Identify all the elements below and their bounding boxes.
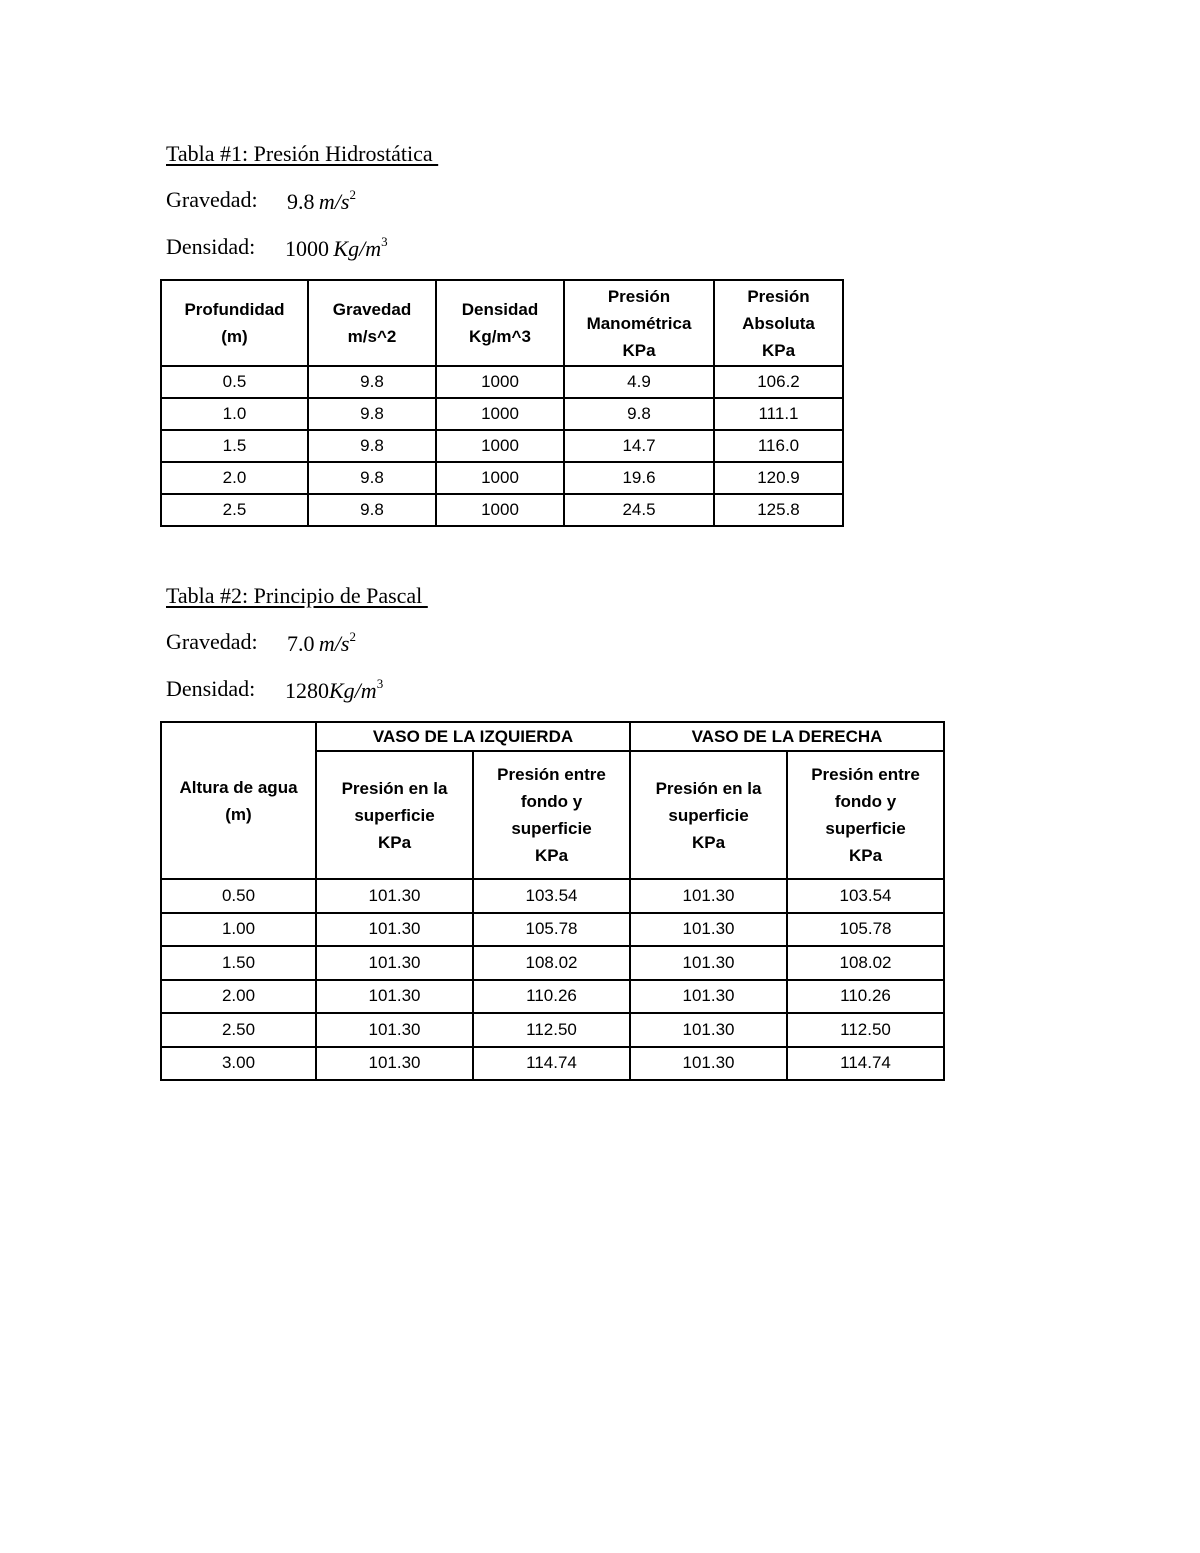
table-row <box>161 366 843 398</box>
table-row <box>161 1013 944 1047</box>
table-cell: 4.9 <box>564 366 714 398</box>
table-cell: 2.5 <box>161 494 308 526</box>
table-cell: 2.00 <box>161 980 316 1014</box>
hydrostatic-pressure-table <box>160 279 844 527</box>
table-cell: 101.30 <box>630 913 787 947</box>
table-cell: 9.8 <box>308 398 436 430</box>
table-cell: 101.30 <box>316 879 473 913</box>
table-cell: 0.5 <box>161 366 308 398</box>
table-cell: 9.8 <box>308 494 436 526</box>
table-cell: 112.50 <box>787 1013 944 1047</box>
table-cell: 3.00 <box>161 1047 316 1081</box>
header-gauge-pressure: Presión Manométrica KPa <box>564 280 714 366</box>
gravity-label: Gravedad: <box>166 187 258 212</box>
table-cell: 116.0 <box>714 430 843 462</box>
table-cell: 101.30 <box>316 1013 473 1047</box>
header-water-height: Altura de agua (m) <box>161 722 316 879</box>
header-density: Densidad Kg/m^3 <box>436 280 564 366</box>
gravity-exponent: 2 <box>349 629 356 644</box>
header-absolute-pressure: Presión Absoluta KPa <box>714 280 843 366</box>
table1-caption: Tabla #1: Presión Hidrostática <box>166 141 439 166</box>
table-cell: 9.8 <box>308 462 436 494</box>
table-row <box>161 980 944 1014</box>
table-cell: 114.74 <box>473 1047 630 1081</box>
header-depth: Profundidad (m) <box>161 280 308 366</box>
table-cell: 101.30 <box>316 946 473 980</box>
header-left-vessel: VASO DE LA IZQUIERDA <box>316 722 630 751</box>
table-row <box>161 879 944 913</box>
density-number: 1000 <box>285 236 329 261</box>
table-cell: 110.26 <box>787 980 944 1014</box>
gravity-value <box>287 629 356 657</box>
gravity-label: Gravedad: <box>166 629 258 654</box>
table-header-row <box>161 280 843 366</box>
table-cell: 9.8 <box>308 366 436 398</box>
table-row <box>161 913 944 947</box>
gravity-number: 9.8 <box>287 189 315 214</box>
table-cell: 1.00 <box>161 913 316 947</box>
density-exponent: 3 <box>381 234 388 249</box>
header-left-surface-pressure: Presión en la superficie KPa <box>316 751 473 879</box>
gravity-unit: m/s <box>318 631 350 656</box>
header-right-bottom-pressure: Presión entre fondo y superficie KPa <box>787 751 944 879</box>
table-cell: 101.30 <box>630 980 787 1014</box>
table-cell: 101.30 <box>630 946 787 980</box>
table-cell: 101.30 <box>630 1013 787 1047</box>
table-cell: 114.74 <box>787 1047 944 1081</box>
table-cell: 1000 <box>436 366 564 398</box>
header-right-vessel: VASO DE LA DERECHA <box>630 722 944 751</box>
table-row <box>161 462 843 494</box>
table-row <box>161 494 843 526</box>
density-unit: Kg/m <box>329 678 377 703</box>
table-cell: 14.7 <box>564 430 714 462</box>
table-cell: 19.6 <box>564 462 714 494</box>
table-cell: 0.50 <box>161 879 316 913</box>
pascal-principle-table <box>160 721 945 1081</box>
table-cell: 9.8 <box>308 430 436 462</box>
table-cell: 106.2 <box>714 366 843 398</box>
table-cell: 120.9 <box>714 462 843 494</box>
table-cell: 105.78 <box>473 913 630 947</box>
density-value <box>285 234 388 262</box>
table-cell: 101.30 <box>316 913 473 947</box>
table-cell: 24.5 <box>564 494 714 526</box>
density-label: Densidad: <box>166 676 256 701</box>
table-cell: 2.0 <box>161 462 308 494</box>
table-cell: 1000 <box>436 462 564 494</box>
table-cell: 101.30 <box>316 1047 473 1081</box>
group-header-row <box>161 722 944 751</box>
table2-density <box>166 676 384 703</box>
table2-gravity <box>166 629 356 656</box>
density-number: 1280 <box>285 678 329 703</box>
header-gravity: Gravedad m/s^2 <box>308 280 436 366</box>
density-unit: Kg/m <box>333 236 382 261</box>
table-cell: 105.78 <box>787 913 944 947</box>
table1-density <box>166 234 388 261</box>
table-cell: 1.5 <box>161 430 308 462</box>
table-cell: 1000 <box>436 494 564 526</box>
table-cell: 112.50 <box>473 1013 630 1047</box>
table-row <box>161 946 944 980</box>
density-value <box>285 676 383 704</box>
table2-caption: Tabla #2: Principio de Pascal <box>166 583 428 608</box>
gravity-unit: m/s <box>318 189 350 214</box>
density-exponent: 3 <box>376 676 384 691</box>
table-cell: 111.1 <box>714 398 843 430</box>
table-cell: 108.02 <box>787 946 944 980</box>
table-row <box>161 430 843 462</box>
table-row <box>161 398 843 430</box>
table-cell: 103.54 <box>787 879 944 913</box>
gravity-value <box>287 187 356 215</box>
table-cell: 1000 <box>436 430 564 462</box>
table-cell: 2.50 <box>161 1013 316 1047</box>
table-cell: 9.8 <box>564 398 714 430</box>
gravity-number: 7.0 <box>287 631 315 656</box>
header-left-bottom-pressure: Presión entre fondo y superficie KPa <box>473 751 630 879</box>
table-cell: 101.30 <box>316 980 473 1014</box>
header-right-surface-pressure: Presión en la superficie KPa <box>630 751 787 879</box>
table1-gravity <box>166 187 356 214</box>
table-cell: 103.54 <box>473 879 630 913</box>
table-row <box>161 1047 944 1081</box>
density-label: Densidad: <box>166 234 256 259</box>
table-cell: 125.8 <box>714 494 843 526</box>
table-cell: 1.0 <box>161 398 308 430</box>
gravity-exponent: 2 <box>349 187 356 202</box>
table-cell: 101.30 <box>630 1047 787 1081</box>
table-cell: 1.50 <box>161 946 316 980</box>
table-cell: 101.30 <box>630 879 787 913</box>
table-cell: 108.02 <box>473 946 630 980</box>
table-cell: 110.26 <box>473 980 630 1014</box>
table-cell: 1000 <box>436 398 564 430</box>
